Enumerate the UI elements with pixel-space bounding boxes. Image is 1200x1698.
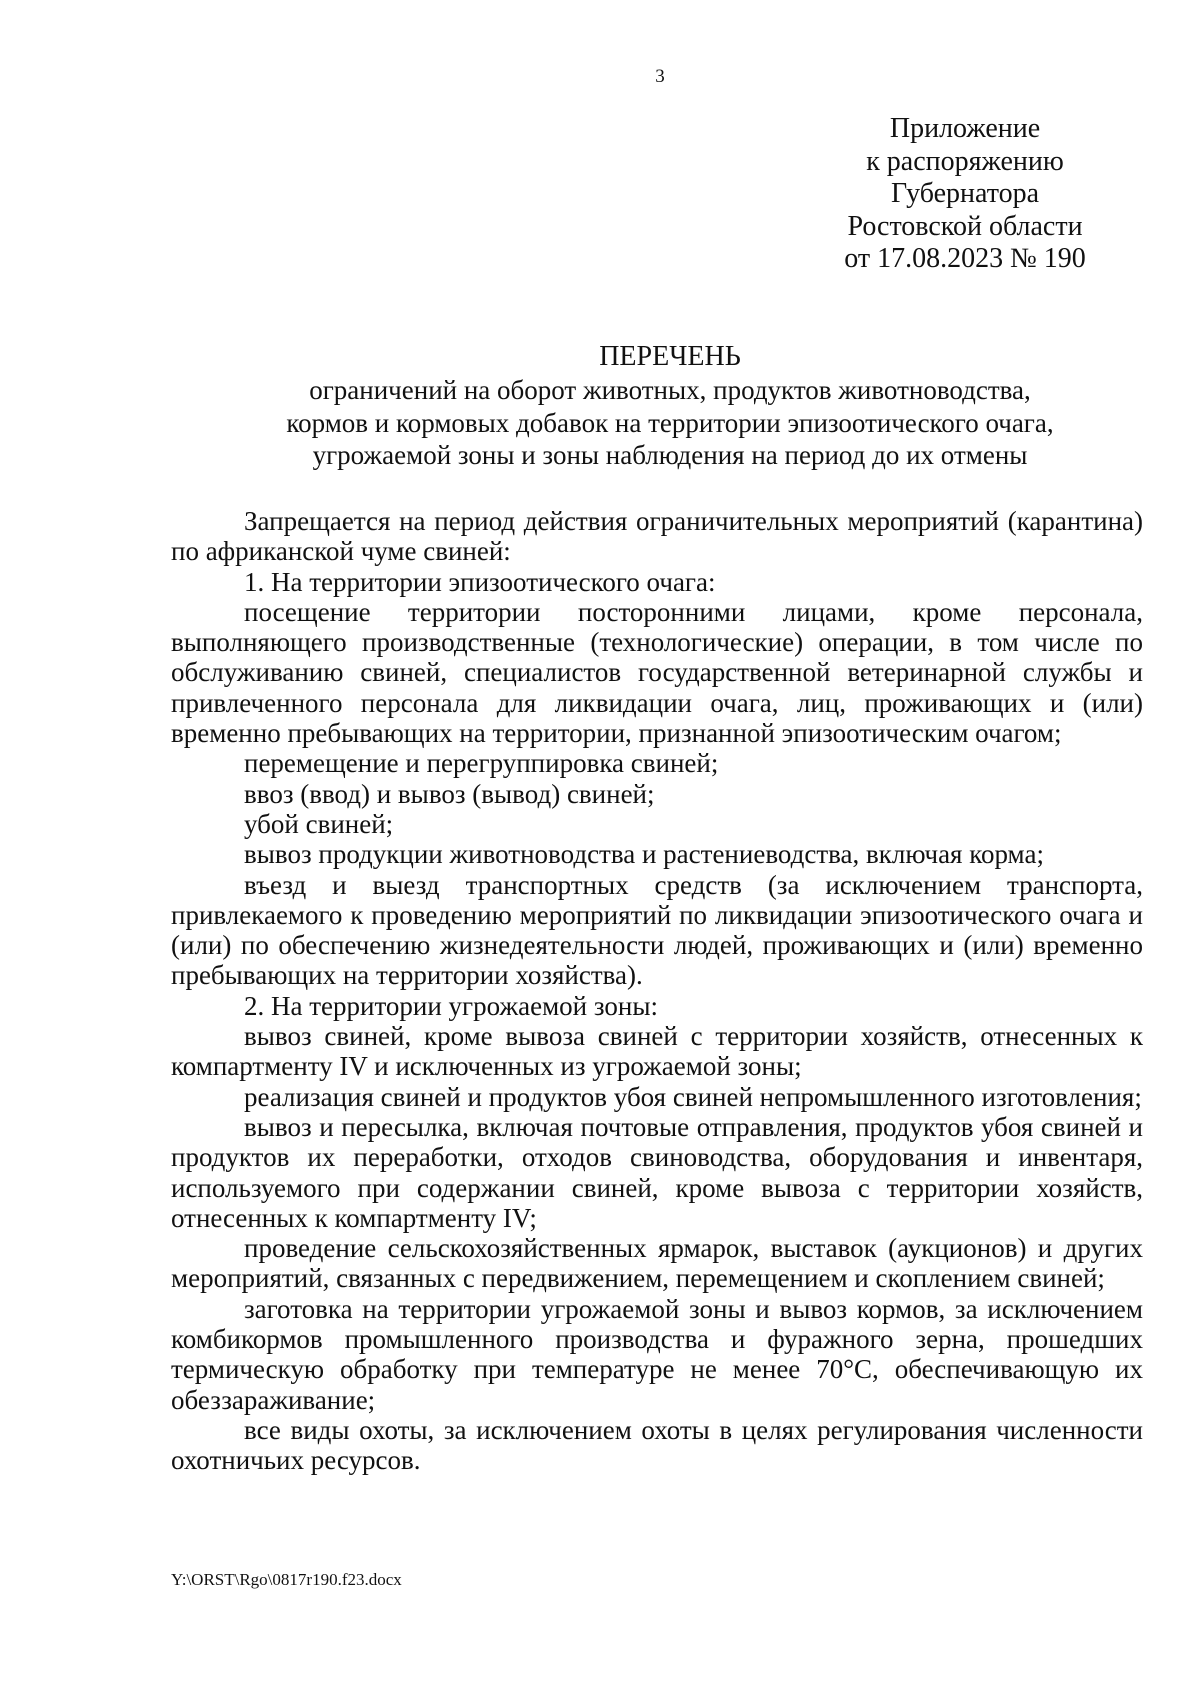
document-title: ПЕРЕЧЕНЬ bbox=[599, 341, 741, 372]
appendix-line: от 17.08.2023 № 190 bbox=[844, 243, 1086, 274]
section-heading-1: 1. На территории эпизоотического очага: bbox=[244, 566, 716, 597]
document-body bbox=[171, 506, 1143, 1476]
paragraph: заготовка на территории угрожаемой зоны и вывоз кормов, за исключением комбикормов промышленного производства и фуражного зерна, прошедших термическую обработку при температуре не менее 70°C, обеспечивающую их обеззараживание; bbox=[171, 1293, 1143, 1415]
page-number: 3 bbox=[655, 66, 665, 87]
appendix-line: Губернатора bbox=[890, 178, 1040, 209]
paragraph: все виды охоты, за исключением охоты в целях регулирования численности охотничьих ресурсов. bbox=[171, 1414, 1143, 1476]
paragraph: въезд и выезд транспортных средств (за исключением транспорта, привлекаемого к проведению мероприятий по ликвидации эпизоотического очага и (или) по обеспечению жизнедеятельности людей, проживающих и (или) временно пребывающих на территории хозяйства). bbox=[171, 869, 1143, 991]
paragraph: вывоз и пересылка, включая почтовые отправления, продуктов убоя свиней и продуктов их переработки, отходов свиноводства, оборудования и инвентаря, используемого при содержании свиней, кроме вывоза с территории хозяйств, отнесенных к компартменту IV; bbox=[171, 1111, 1143, 1233]
document-subtitle bbox=[180, 374, 1160, 472]
paragraph: ввоз (ввод) и вывоз (вывод) свиней; bbox=[244, 778, 655, 809]
subtitle-line: кормов и кормовых добавок на территории эпизоотического очага, bbox=[286, 407, 1054, 438]
paragraph: вывоз свиней, кроме вывоза свиней с территории хозяйств, отнесенных к компартменту IV и исключенных из угрожаемой зоны; bbox=[171, 1021, 1143, 1082]
subtitle-line: угрожаемой зоны и зоны наблюдения на период до их отмены bbox=[312, 440, 1028, 470]
paragraph: вывоз продукции животноводства и растениеводства, включая корма; bbox=[244, 839, 1044, 870]
paragraph: перемещение и перегруппировка свиней; bbox=[244, 748, 719, 779]
section-heading-2: 2. На территории угрожаемой зоны: bbox=[244, 990, 658, 1021]
subtitle-line: ограничений на оборот животных, продуктов животноводства, bbox=[309, 375, 1031, 405]
appendix-line: Приложение bbox=[889, 113, 1041, 144]
paragraph-intro: Запрещается на период действия ограничительных мероприятий (карантина) по африканской чуме свиней: bbox=[171, 506, 1143, 567]
appendix-line: Ростовской области bbox=[847, 210, 1083, 242]
appendix-header bbox=[840, 113, 1090, 276]
paragraph: посещение территории посторонними лицами, кроме персонала, выполняющего производственные (технологические) операции, в том числе по обслуживанию свиней, специалистов государственной ветеринарной службы и привлеченного персонала для ликвидации очага, лиц, проживающих и (или) временно пребывающих на территории, признанной эпизоотическим очагом; bbox=[171, 596, 1143, 749]
paragraph: убой свиней; bbox=[244, 808, 394, 839]
paragraph: реализация свиней и продуктов убоя свиней непромышленного изготовления; bbox=[244, 1081, 1142, 1112]
paragraph: проведение сельскохозяйственных ярмарок, выставок (аукционов) и других мероприятий, связанных с передвижением, перемещением и скоплением свиней; bbox=[171, 1233, 1143, 1294]
file-path-footer: Y:\ORST\Rgo\0817r190.f23.docx bbox=[171, 1570, 402, 1589]
appendix-line: к распоряжению bbox=[866, 145, 1064, 177]
